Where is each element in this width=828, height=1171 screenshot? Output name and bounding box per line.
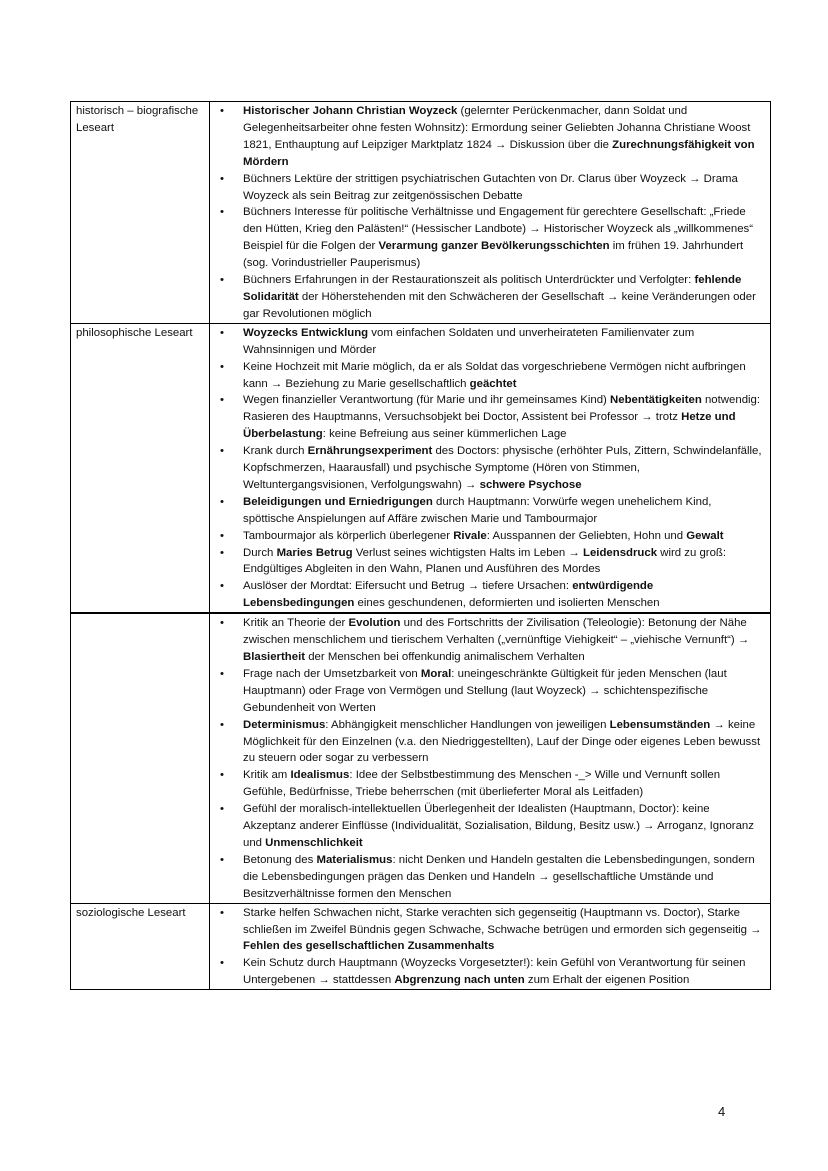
bullet-text: Wegen finanzieller Verantwortung (für Marie und ihr gemeinsames Kind)	[243, 394, 611, 407]
emphasis-text: Abgrenzung nach unten	[394, 974, 525, 987]
page-number: 4	[718, 1104, 726, 1119]
emphasis-text: Historischer Johann Christian Woyzeck	[243, 105, 458, 117]
bullet-item	[210, 359, 762, 393]
bullet-text: Keine Hochzeit mit Marie möglich, da er als Soldat das vorgeschriebene Vermögen nicht aufbringen kann → Beziehung zu Marie gesellschaftlich	[243, 360, 746, 390]
bullet-item	[210, 801, 762, 852]
emphasis-text: geächtet	[469, 377, 517, 390]
emphasis-text: Leidensdruck	[582, 546, 658, 559]
reading-content-cell	[210, 613, 771, 903]
reading-approaches-table	[70, 101, 771, 990]
emphasis-text: Materialismus	[316, 853, 393, 866]
emphasis-text: Moral	[420, 667, 452, 680]
bullet-text: Frage nach der Umsetzbarkeit von	[243, 667, 421, 680]
emphasis-text: Beleidigungen und Erniedrigungen	[243, 495, 433, 508]
bullet-text: im frühen 19. Jahrhundert (sog. Vorindustrieller Pauperismus)	[243, 240, 744, 270]
emphasis-text: Nebentätigkeiten	[610, 394, 702, 407]
bullet-text: zum Erhalt der eigenen Position	[524, 974, 690, 987]
bullet-item	[210, 767, 762, 801]
bullet-text: : nicht Denken und Handeln gestalten die Lebensbedingungen, sondern die Lebensbedingungen prägen das Denken und Handeln → gesellschaftliche Umstände und Besitzverhältnisse formen den Menschen	[243, 853, 755, 900]
bullet-text: Auslöser der Mordtat: Eifersucht und Betrug → tiefere Ursachen:	[243, 580, 573, 593]
bullet-text: : Abhängigkeit menschlicher Handlungen von jeweiligen	[325, 718, 610, 731]
table-body	[71, 102, 771, 990]
bullet-text: : keine Befreiung aus seiner kümmerlichen Lage	[322, 428, 567, 441]
emphasis-text: Woyzecks Entwicklung	[243, 326, 369, 339]
bullet-list	[210, 103, 762, 323]
bullet-text: notwendig: Rasieren des Hauptmanns, Versuchsobjekt bei Doctor, Assistent bei Professor → trotz	[243, 394, 761, 424]
reading-content-cell	[210, 323, 771, 613]
bullet-item	[210, 615, 762, 666]
bullet-text: : Ausspannen der Geliebten, Hohn und	[486, 529, 687, 542]
bullet-item	[210, 905, 762, 956]
bullet-item	[210, 578, 762, 612]
bullet-text: Verlust seines wichtigsten Halts im Leben →	[352, 546, 583, 559]
bullet-list	[210, 325, 762, 612]
table-row	[71, 903, 771, 990]
reading-label-cell	[71, 613, 210, 903]
bullet-item	[210, 528, 762, 545]
emphasis-text: Hetze und Überbelastung	[243, 411, 736, 441]
emphasis-text: Idealismus	[290, 769, 350, 782]
bullet-text: Krank durch	[243, 445, 308, 458]
emphasis-text: schwere Psychose	[479, 478, 582, 491]
emphasis-text: Lebensumständen	[609, 718, 711, 731]
bullet-text: Starke helfen Schwachen nicht, Starke verachten sich gegenseitig (Hauptmann vs. Doctor), Starke schließen im Zweifel Bündnis gegen Schwache, Schwache betrügen und ermorden sich gegenseitig →	[243, 906, 762, 936]
bullet-text: Büchners Lektüre der strittigen psychiatrischen Gutachten von Dr. Clarus über Woyzeck → Drama Woyzeck als sein Beitrag zur zeitgenössischen Debatte	[243, 172, 738, 202]
bullet-text: durch Hauptmann: Vorwürfe wegen unehelichem Kind, spöttische Anspielungen auf Affäre zwischen Marie und Tambourmajor	[243, 495, 712, 525]
bullet-text: des Doctors: physische (erhöhter Puls, Zittern, Schwindelanfälle, Kopfschmerzen, Haarausfall) und psychische Symptome (Hören von Stimmen, Weltuntergangsvisionen, Verfolgungswahn) →	[243, 445, 762, 491]
bullet-text: (gelernter Perückenmacher, dann Soldat und Gelegenheitsarbeiter ohne festen Wohnsitz): Ermordung seiner Geliebten Johanna Christiane Woost 1821, Enthauptung auf Leipziger Marktplatz 1824 → Diskussion über die	[243, 105, 751, 151]
bullet-text: Gefühl der moralisch-intellektuellen Überlegenheit der Idealisten (Hauptmann, Doctor): keine Akzeptanz anderer Einflüsse (Individualität, Sozialisation, Bildung, Besitz usw.) → Arroganz, Ignoranz und	[243, 803, 754, 849]
emphasis-text: Ernährungsexperiment	[307, 445, 433, 458]
bullet-text: → keine Möglichkeit für den Einzelnen (v.a. den Niedriggestellten), Lauf der Dinge oder eigenes Leben bewusst zu steuern oder sogar zu verbessern	[243, 718, 761, 765]
bullet-item	[210, 272, 762, 323]
reading-label-cell: philosophische Leseart	[71, 323, 210, 613]
table-row	[71, 323, 771, 613]
bullet-text: Büchners Erfahrungen in der Restaurationszeit als politisch Unterdrückter und Verfolgter:	[243, 274, 695, 287]
bullet-text: : uneingeschränkte Gültigkeit für jeden Menschen (laut Hauptmann) oder Frage von Vermögen und Stellung (laut Woyzeck) → schichtenspezifische Gebundenheit von Werten	[243, 667, 727, 714]
bullet-item	[210, 325, 762, 359]
emphasis-text: Blasiertheit	[243, 651, 306, 663]
bullet-text: und des Fortschritts der Zivilisation (Teleologie): Betonung der Nähe zwischen menschlichem und tierischem Verhalten („vernünftige Viehigkeit“ – „viehische Vernunft“) →	[243, 617, 750, 647]
bullet-text: eines geschundenen, deformierten und isolierten Menschen	[354, 597, 660, 610]
emphasis-text: Fehlen des gesellschaftlichen Zusammenhalts	[243, 940, 495, 953]
emphasis-text: entwürdigende Lebensbedingungen	[243, 580, 654, 610]
emphasis-text: fehlende Solidarität	[243, 274, 742, 303]
emphasis-text: Zurechnungsfähigkeit von Mördern	[243, 138, 755, 168]
table-row	[71, 102, 771, 324]
emphasis-text: Unmenschlichkeit	[265, 836, 363, 849]
bullet-item	[210, 545, 762, 579]
bullet-text: Kritik am	[243, 769, 291, 782]
bullet-list	[210, 615, 762, 902]
bullet-item	[210, 494, 762, 528]
bullet-text: Kein Schutz durch Hauptmann (Woyzecks Vorgesetzter!): kein Gefühl von Verantwortung für seinen Untergebenen → stattdessen	[243, 957, 746, 987]
bullet-text: Kritik an Theorie der	[243, 617, 349, 630]
bullet-item	[210, 171, 762, 205]
bullet-item	[210, 392, 762, 443]
bullet-text: wird zu groß: Endgültiges Abgleiten in den Wahn, Planen und Ausführen des Mordes	[243, 546, 727, 576]
bullet-item	[210, 955, 762, 989]
table-row	[71, 613, 771, 903]
emphasis-text: Rivale	[453, 529, 487, 542]
bullet-text: der Höherstehenden mit den Schwächeren der Gesellschaft → keine Veränderungen oder gar Revolutionen möglich	[243, 290, 756, 320]
bullet-text: : Idee der Selbstbestimmung des Menschen -_> Wille und Vernunft sollen Gefühle, Bedürfnisse, Triebe beherrschen (mit überlieferter Moral als Leitfaden)	[243, 769, 721, 799]
bullet-text: der Menschen bei offenkundig animalischem Verhalten	[305, 651, 585, 663]
reading-label-cell: soziologische Leseart	[71, 903, 210, 990]
bullet-text: Betonung des	[243, 853, 317, 866]
reading-content-cell	[210, 903, 771, 990]
bullet-item	[210, 717, 762, 768]
bullet-list	[210, 905, 762, 990]
bullet-text: Büchners Interesse für politische Verhältnisse und Engagement für gerechtere Gesellschaft: „Friede den Hütten, Krieg den Palästen!“ (Hessischer Landbote) → Historischer Woyzeck als „willkommenes“ Beispiel für die Folgen der	[243, 206, 754, 253]
emphasis-text: Evolution	[348, 617, 401, 630]
reading-label-cell: historisch – biografische Leseart	[71, 102, 210, 324]
emphasis-text: Gewalt	[686, 529, 724, 542]
bullet-text: Tambourmajor als körperlich überlegener	[243, 529, 454, 542]
bullet-item	[210, 852, 762, 903]
bullet-text: vom einfachen Soldaten und unverheirateten Familienvater zum Wahnsinnigen und Mörder	[243, 326, 695, 356]
bullet-item	[210, 204, 762, 272]
bullet-text: Durch	[243, 546, 277, 559]
bullet-item	[210, 443, 762, 494]
bullet-item	[210, 103, 762, 171]
reading-content-cell	[210, 102, 771, 324]
emphasis-text: Maries Betrug	[276, 546, 353, 559]
emphasis-text: Determinismus	[243, 718, 326, 731]
bullet-item	[210, 666, 762, 717]
emphasis-text: Verarmung ganzer Bevölkerungsschichten	[378, 240, 610, 253]
